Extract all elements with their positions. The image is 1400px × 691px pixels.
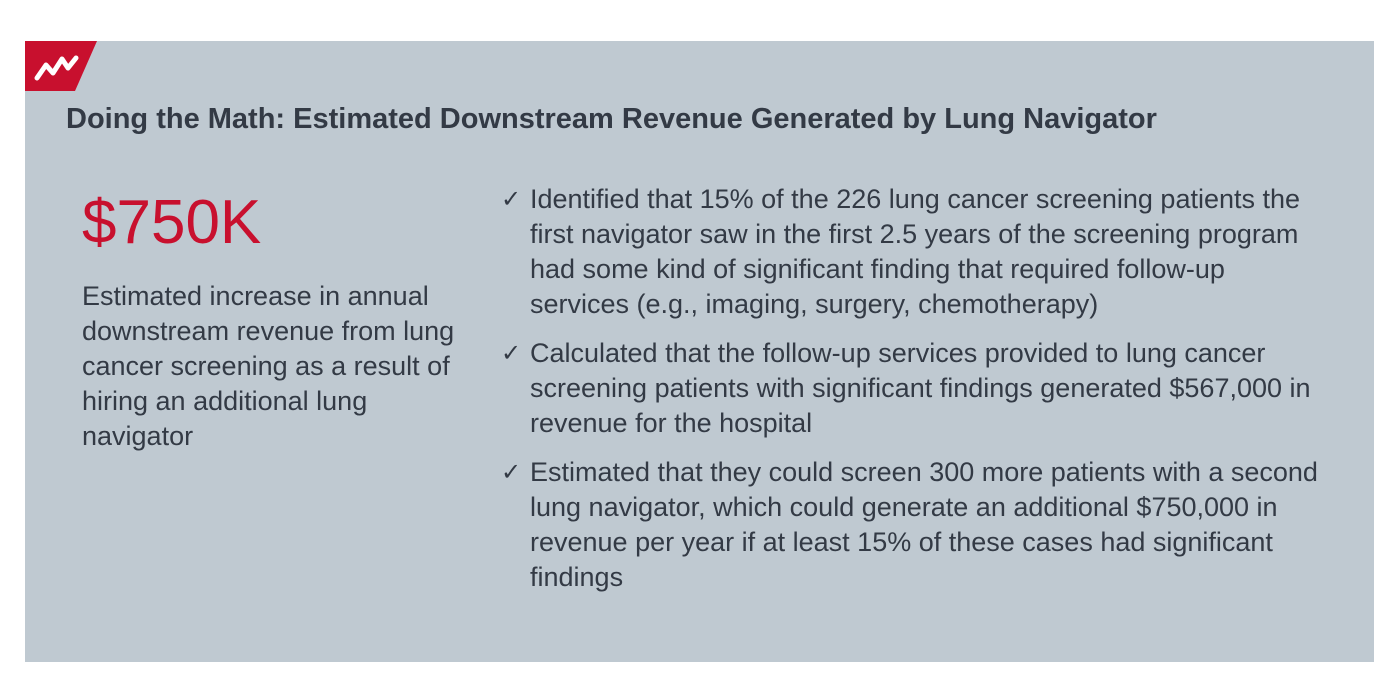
checklist-item (501, 182, 1321, 322)
page-title: Doing the Math: Estimated Downstream Revenue Generated by Lung Navigator (66, 103, 1157, 135)
checklist-item-text: Estimated that they could screen 300 more patients with a second lung navigator, which could generate an additional $750,000 in revenue per year if at least 15% of these cases had significant findings (530, 457, 1318, 592)
checklist-item (501, 455, 1321, 595)
zigzag-chart-icon (25, 41, 97, 91)
findings-checklist (501, 182, 1321, 609)
checkmark-icon: ✓ (501, 339, 522, 367)
highlight-value: $750K (82, 188, 262, 257)
slide-panel (25, 41, 1374, 662)
checklist-item-text: Calculated that the follow-up services provided to lung cancer screening patients with significant findings generated $567,000 in revenue for the hospital (530, 338, 1311, 438)
checklist-item-text: Identified that 15% of the 226 lung cancer screening patients the first navigator saw in the first 2.5 years of the screening program had some kind of significant finding that required follow-up services (e.g., imaging, surgery, chemotherapy) (530, 184, 1301, 319)
checklist-item (501, 336, 1321, 441)
brand-logo (25, 41, 97, 91)
checkmark-icon: ✓ (501, 458, 522, 486)
highlight-description: Estimated increase in annual downstream revenue from lung cancer screening as a result of hiring an additional lung navigator (82, 281, 455, 451)
checkmark-icon: ✓ (501, 185, 522, 213)
